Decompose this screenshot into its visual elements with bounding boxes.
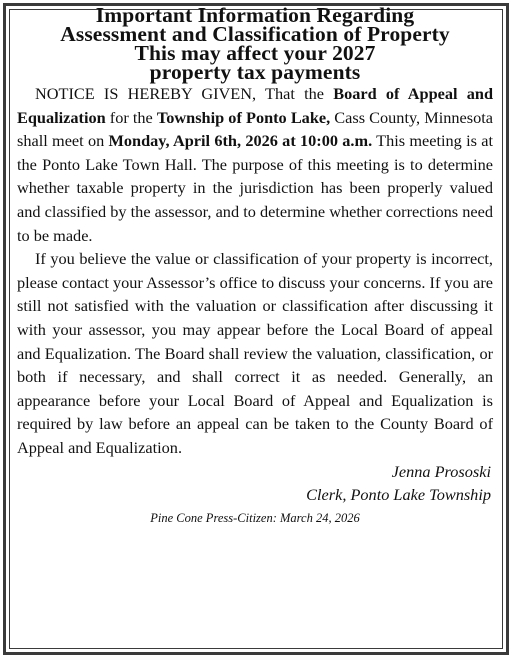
notice-headline	[17, 3, 493, 84]
meeting-datetime: Monday, April 6th, 2026 at 10:00 a.m.	[108, 131, 373, 151]
notice-content	[17, 3, 494, 526]
headline-line-3: This may affect your 2027	[134, 41, 376, 65]
p1-for: for the	[105, 107, 157, 127]
notice-paragraph-1	[17, 82, 493, 247]
headline-line-2: Assessment and Classification of Property	[60, 22, 450, 46]
p1-intro: NOTICE IS HEREBY GIVEN, That the	[35, 84, 334, 103]
signature-name: Jenna Prososki	[391, 461, 491, 481]
board-name: Board of Appeal and Equalization	[17, 84, 494, 127]
township-name: Township of Ponto Lake,	[156, 107, 331, 127]
headline-line-1: Important Information Regarding	[95, 3, 415, 27]
notice-paragraph-2: If you believe the value or classification of your property is incorrect, please contact your Assessor’s office to discuss your concerns. If you are still not satisfied with the valuation or classification after discussing it with your assessor, you may appear before the Local Board of appeal and Equalization. The Board shall review the valuation, classification, or both if necessary, and shall correct it as needed. Generally, an appearance before your Local Board of Appeal and Equalization is required by law before an appeal can be taken to the County Board of Appeal and Equalization.	[17, 249, 493, 457]
p1-purpose: This meeting is at the Ponto Lake Town Hall. The purpose of this meeting is to determine whether taxable property in the jurisdiction has been properly valued and classified by the assessor, and to determine whether corrections need to be made.	[17, 131, 493, 245]
signature-title: Clerk, Ponto Lake Township	[306, 485, 491, 505]
publication-line: Pine Cone Press-Citizen: March 24, 2026	[150, 510, 360, 525]
headline-line-4: property tax payments	[149, 60, 361, 84]
p1-county: Cass County, Minnesota shall meet on	[17, 107, 493, 151]
